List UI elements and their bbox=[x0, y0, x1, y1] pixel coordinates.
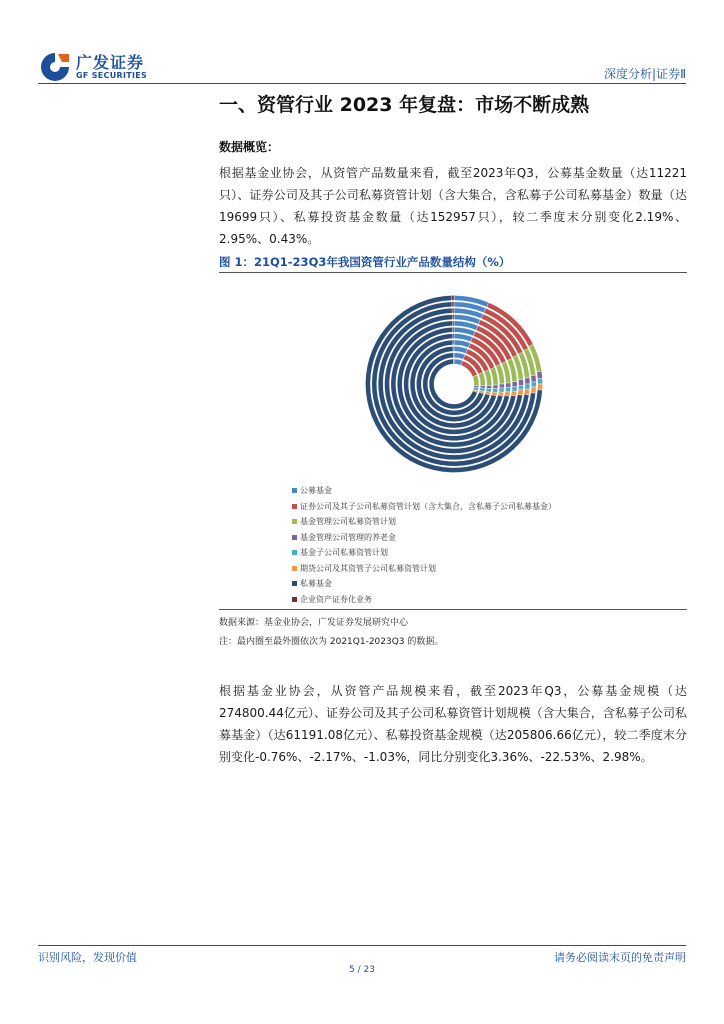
report-type-label: 深度分析|证券Ⅱ bbox=[604, 67, 686, 81]
section-title: 一、资管行业 2023 年复盘：市场不断成熟 bbox=[219, 94, 590, 116]
ring-segment-2023Q3-series-7 bbox=[452, 295, 454, 300]
legend-label: 公募基金 bbox=[300, 486, 332, 495]
ring-segment-2023Q3-series-4 bbox=[537, 378, 542, 384]
ring-segment-2021Q1-series-7 bbox=[453, 359, 454, 364]
legend-label: 证券公司及其子公司私募资管计划（含大集合，含私募子公司私募基金） bbox=[300, 501, 556, 511]
sub-heading: 数据概览： bbox=[219, 140, 280, 154]
ring-segment-2022Q1-series-3 bbox=[499, 384, 504, 388]
header-divider bbox=[38, 83, 686, 84]
ring-segment-2022Q4-series-4 bbox=[518, 385, 523, 390]
ring-segment-2021Q4-series-7 bbox=[453, 340, 454, 345]
ring-segment-2022Q3-series-3 bbox=[512, 382, 517, 387]
company-logo bbox=[38, 50, 158, 86]
ring-segment-2021Q3-series-0 bbox=[454, 346, 468, 353]
ring-segment-2023Q1-series-4 bbox=[525, 384, 530, 389]
ring-segment-2021Q1-series-2 bbox=[473, 375, 479, 386]
legend-label: 基金管理公司管理的养老金 bbox=[300, 532, 396, 542]
ring-segment-2023Q1-series-5 bbox=[524, 389, 530, 395]
logo-text-cn: 广发证券 bbox=[76, 53, 145, 72]
paragraph-product-count: 根据基金业协会，从资管产品数量来看，截至2023年Q3，公募基金数量（达11221只）、证券公司及其子公司私募资管计划（含大集合，含私募子公司私募基金）数量（达19699只）、私募投资基金数量（达152957只），较二季度末分别变化2.19%、2.95%、0.43%。 bbox=[219, 166, 687, 246]
legend-swatch bbox=[292, 519, 297, 524]
legend-label: 基金子公司私募资管计划 bbox=[300, 548, 388, 557]
ring-segment-2021Q2-series-7 bbox=[453, 353, 454, 358]
legend-label: 私募基金 bbox=[300, 579, 332, 588]
ring-segment-2023Q1-series-3 bbox=[525, 378, 530, 384]
figure-bottom-rule bbox=[219, 609, 687, 610]
footer-slogan: 识别风险，发现价值 bbox=[38, 951, 137, 964]
legend-label: 期货公司及其资管子公司私募资管计划 bbox=[300, 563, 436, 573]
ring-segment-2021Q2-series-2 bbox=[478, 372, 485, 385]
ring-segment-2022Q4-series-7 bbox=[452, 314, 454, 319]
ring-segment-2022Q3-series-7 bbox=[452, 321, 454, 326]
legend-swatch bbox=[292, 550, 297, 555]
ring-segment-2021Q3-series-7 bbox=[453, 346, 454, 351]
footer-divider bbox=[38, 945, 686, 946]
legend-label: 企业资产证券化业务 bbox=[300, 594, 372, 604]
multi-ring-donut-chart bbox=[364, 287, 544, 482]
ring-segment-2023Q2-series-3 bbox=[531, 375, 536, 382]
ring-segment-2023Q1-series-7 bbox=[452, 308, 454, 313]
paragraph-product-scale: 根据基金业协会，从资管产品规模来看，截至2023年Q3，公募基金规模（达274800.44亿元）、证券公司及其子公司私募资管计划规模（含大集合，含私募子公司私募基金）（达61191.08亿元）、私募投资基金规模（达205806.66亿元），较二季度末分别变化-0.76%、-2.17%、-1.03%，同比分别变化3.36%、-22.53%、2.98%。 bbox=[219, 684, 687, 764]
ring-segment-2022Q2-series-3 bbox=[506, 383, 511, 388]
ring-segment-2023Q2-series-7 bbox=[452, 302, 454, 307]
page-number: 5 / 23 bbox=[349, 965, 375, 975]
ring-segment-2023Q3-series-3 bbox=[537, 371, 543, 379]
footer-disclaimer[interactable]: 请务必阅读末页的免责声明 bbox=[554, 951, 686, 964]
legend-swatch bbox=[292, 566, 297, 571]
legend-swatch bbox=[292, 597, 297, 602]
legend-swatch bbox=[292, 535, 297, 540]
ring-segment-2023Q2-series-4 bbox=[531, 382, 536, 387]
legend-swatch bbox=[292, 581, 297, 586]
figure-top-rule bbox=[219, 272, 687, 273]
figure-note: 注：最内圈至最外圈依次为 2021Q1-2023Q3 的数据。 bbox=[219, 637, 444, 647]
legend-swatch bbox=[292, 488, 297, 493]
figure-caption: 图 1：21Q1-23Q3年我国资管行业产品数量结构（%） bbox=[219, 255, 511, 269]
ring-segment-2022Q4-series-3 bbox=[518, 380, 523, 386]
ring-segment-2023Q3-series-5 bbox=[537, 384, 542, 390]
legend-label: 基金管理公司私募资管计划 bbox=[300, 517, 396, 526]
ring-segment-2021Q2-series-0 bbox=[454, 353, 465, 360]
ring-segment-2022Q2-series-7 bbox=[453, 327, 454, 332]
ring-segment-2022Q1-series-7 bbox=[453, 334, 454, 339]
gf-logo-icon bbox=[38, 50, 72, 84]
data-source: 数据来源：基金业协会，广发证券发展研究中心 bbox=[219, 618, 409, 628]
logo-text-en: GF SECURITIES bbox=[76, 71, 148, 80]
legend-swatch bbox=[292, 504, 297, 509]
ring-segment-2023Q2-series-5 bbox=[531, 387, 536, 393]
ring-segment-2022Q3-series-4 bbox=[512, 387, 517, 392]
